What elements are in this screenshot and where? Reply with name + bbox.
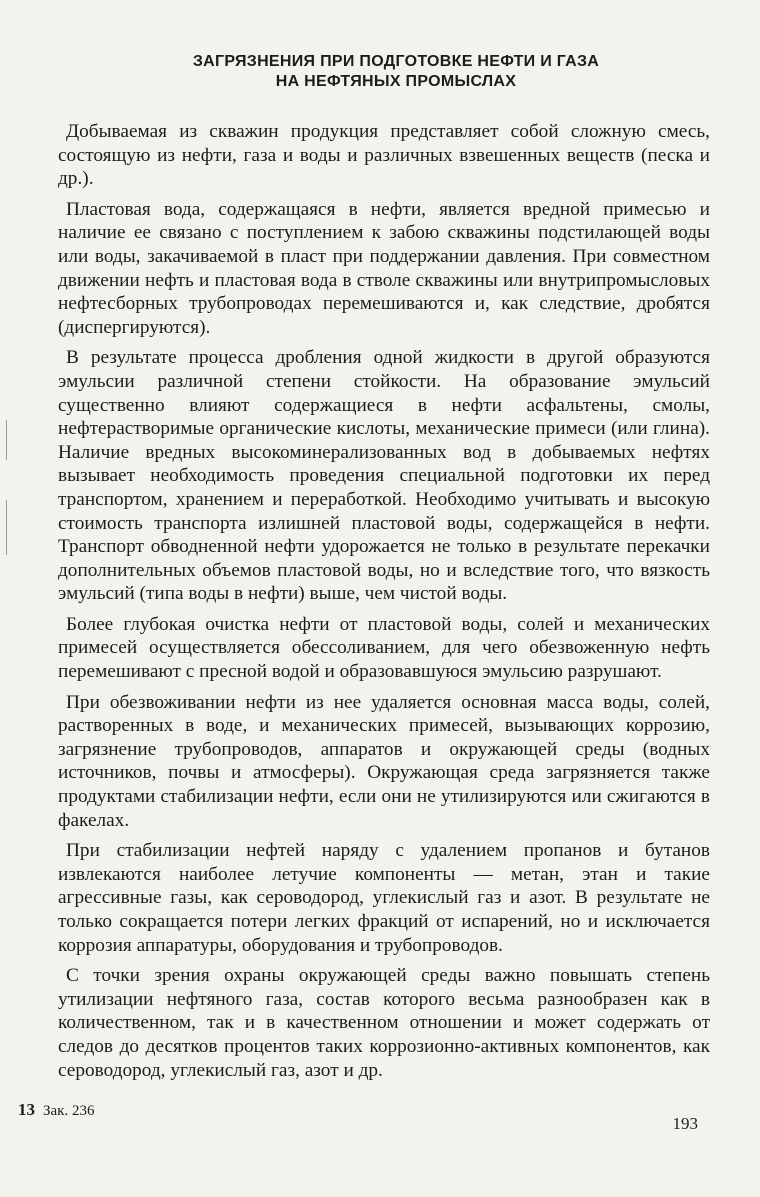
paragraph-6: При стабилизации нефтей наряду с удалением пропанов и бутанов извлекаются наиболее летучие компоненты — метан, этан и такие агрессивные газы, как сероводород, углекислый газ и азот. В результате не только сокращается потери легких фракций от испарений, но и исключается коррозия аппаратуры, оборудования и трубопроводов. bbox=[58, 840, 710, 956]
section-title bbox=[58, 52, 710, 92]
paragraph-4: Более глубокая очистка нефти от пластовой воды, солей и механических примесей осуществляется обессоливанием, для чего обезвоженную нефть перемешивают с пресной водой и образовавшуюся эмульсию разрушают. bbox=[58, 613, 710, 683]
page-number: 193 bbox=[672, 1114, 698, 1133]
signature-text: Зак. 236 bbox=[43, 1103, 95, 1119]
signature-number: 13 bbox=[18, 1100, 35, 1119]
page-footer bbox=[18, 1100, 698, 1140]
margin-mark bbox=[6, 500, 7, 555]
body-text bbox=[58, 120, 710, 1082]
margin-mark bbox=[6, 420, 7, 460]
paragraph-1: Добываемая из скважин продукция представляет собой сложную смесь, состоящую из нефти, газа и воды и различных взвешенных веществ (песка и др.). bbox=[58, 121, 710, 190]
paragraph-3: В результате процесса дробления одной жидкости в другой образуются эмульсии различной степени стойкости. На образование эмульсий существенно влияют содержащиеся в нефти асфальтены, смолы, нефтерастворимые органические кислоты, механические примеси (или глина). Наличие вредных высокоминерализованных вод в добываемых нефтях вызывает необходимость проведения специальной подготовки их перед транспортом, хранением и переработкой. Необходимо учитывать и высокую стоимость транспорта излишней пластовой воды, содержащейся в нефти. Транспорт обводненной нефти удорожается не только в результате перекачки дополнительных объемов пластовой воды, но и вследствие того, что вязкость эмульсий (типа воды в нефти) выше, чем чистой воды. bbox=[58, 347, 710, 605]
section-title-line-1: ЗАГРЯЗНЕНИЯ ПРИ ПОДГОТОВКЕ НЕФТИ И ГАЗА bbox=[192, 53, 600, 70]
paragraph-7: С точки зрения охраны окружающей среды важно повышать степень утилизации нефтяного газа, состав которого весьма разнообразен как в количественном, так и в качественном отношении и может содержать от следов до десятков процентов таких коррозионно-активных компонентов, как сероводород, углекислый газ, азот и др. bbox=[58, 965, 710, 1081]
section-title-line-2: НА НЕФТЯНЫХ ПРОМЫСЛАХ bbox=[275, 73, 517, 90]
paragraph-5: При обезвоживании нефти из нее удаляется основная масса воды, солей, растворенных в воде, и механических примесей, вызывающих коррозию, загрязнение трубопроводов, аппаратов и окружающей среды (водных источников, почвы и атмосферы). Окружающая среда загрязняется также продуктами стабилизации нефти, если они не утилизируются или сжигаются в факелах. bbox=[58, 691, 710, 831]
printer-signature bbox=[18, 1100, 94, 1120]
paragraph-2: Пластовая вода, содержащаяся в нефти, является вредной примесью и наличие ее связано с поступлением к забою скважины подстилающей воды или воды, закачиваемой в пласт при поддержании давления. При совместном движении нефть и пластовая вода в стволе скважины или внутрипромысловых нефтесборных трубопроводах перемешиваются и, как следствие, дробятся (диспергируются). bbox=[58, 198, 710, 338]
